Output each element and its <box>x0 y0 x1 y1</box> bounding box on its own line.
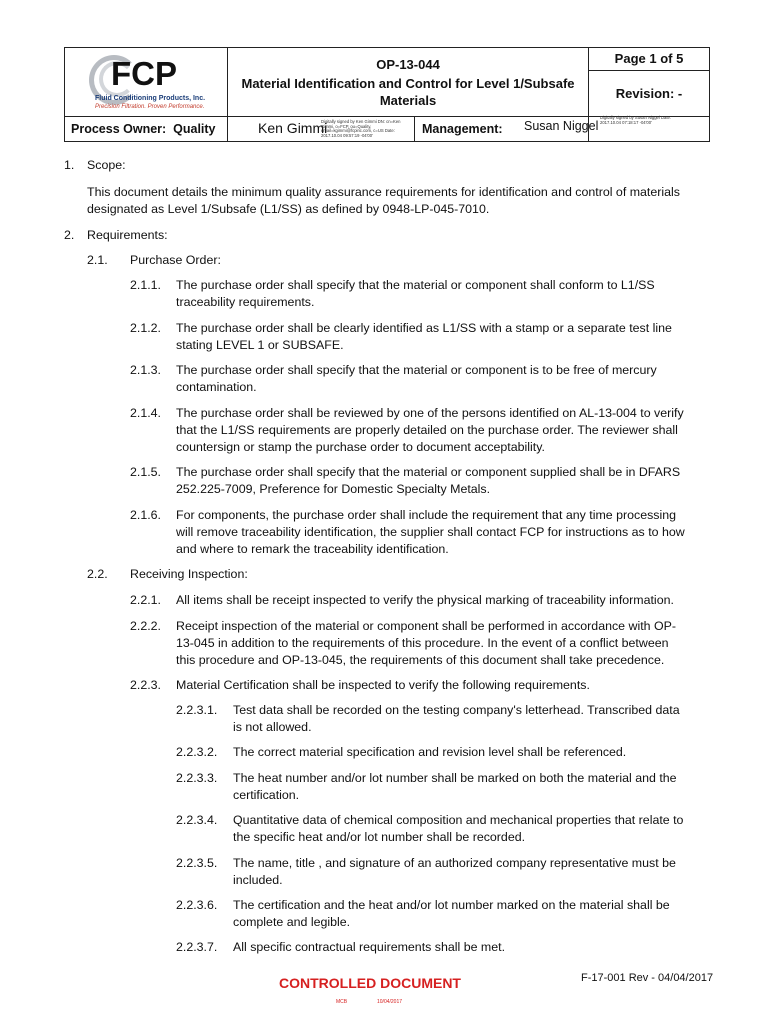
owner-signature-details: Digitally signed by Ken Gimmi DN: cn=Ken Gimmi, o=FCP, ou=Quality, email=kgimmi@fcpinc.com, c=US Date: 2017.10.04 09:57:19 -04'00' <box>321 119 401 138</box>
management-signature-details: Digitally signed by Susan Niggel Date: 2017.10.04 07:18:17 -04'00' <box>600 115 671 125</box>
item-number: 2.1.4. <box>130 406 162 420</box>
item-number: 2.1.2. <box>130 321 162 335</box>
company-logo <box>81 51 211 113</box>
item-line: The purchase order shall be clearly identified as L1/SS with a stamp or a separate test line <box>176 321 672 335</box>
item-line: will remove traceability identification, the supplier shall contact FCP for instructions as to how <box>176 525 685 539</box>
stamp-initials: MCB <box>336 999 348 1005</box>
item-number: 2.2.1. <box>130 593 162 607</box>
section-heading: Receiving Inspection: <box>130 567 248 581</box>
item-line: this procedure and OP-13-045, the requirements of this document shall take precedence. <box>176 653 665 667</box>
section-heading: Requirements: <box>87 228 168 242</box>
owner-signature: Ken Gimmi <box>258 120 328 136</box>
item-number: 2.1.3. <box>130 363 162 377</box>
section-number: 1. <box>64 158 75 172</box>
subitem-line: The name, title , and signature of an authorized company representative must be <box>233 856 676 870</box>
item-number: 2.2.3. <box>130 678 162 692</box>
subitem-line: Quantitative data of chemical composition and mechanical properties that relate to <box>233 813 684 827</box>
section-number: 2. <box>64 228 75 242</box>
subitem-line: the specific heat and/or lot number shall be recorded. <box>233 830 526 844</box>
management-signature: Susan Niggel <box>524 119 599 133</box>
management-label: Management: <box>422 122 503 136</box>
subitem-line: complete and legible. <box>233 915 351 929</box>
subitem-number: 2.2.3.2. <box>176 745 218 759</box>
subitem-line: Test data shall be recorded on the testing company's letterhead. Transcribed data <box>233 703 680 717</box>
document-header <box>64 47 710 142</box>
subitem-line: All specific contractual requirements shall be met. <box>233 940 506 954</box>
logo-cell <box>65 48 228 117</box>
subitem-line: included. <box>233 873 283 887</box>
item-line: The purchase order shall specify that the material or component is to be free of mercury <box>176 363 657 377</box>
item-line: The purchase order shall specify that the material or component supplied shall be in DFARS <box>176 465 681 479</box>
item-line: Material Certification shall be inspected to verify the following requirements. <box>176 678 590 692</box>
item-line: The purchase order shall be reviewed by one of the persons identified on AL-13-004 to verify <box>176 406 684 420</box>
item-line: For components, the purchase order shall include the requirement that any time processing <box>176 508 677 522</box>
section-heading: Scope: <box>87 158 126 172</box>
item-line: All items shall be receipt inspected to verify the physical marking of traceability information. <box>176 593 674 607</box>
item-line: and where to remark the traceability identification. <box>176 542 449 556</box>
title-cell <box>228 48 589 117</box>
subitem-line: certification. <box>233 788 300 802</box>
subitem-line: The correct material specification and revision level shall be referenced. <box>233 745 627 759</box>
logo-brand: FCP <box>111 55 177 92</box>
doc-number: OP-13-044 <box>376 56 440 72</box>
section-heading: Purchase Order: <box>130 253 221 267</box>
item-line: Receipt inspection of the material or component shall be performed in accordance with OP- <box>176 619 677 633</box>
subitem-line: The certification and the heat and/or lot number marked on the material shall be <box>233 898 670 912</box>
subitem-number: 2.2.3.4. <box>176 813 218 827</box>
subitem-number: 2.2.3.6. <box>176 898 218 912</box>
stamp-date: 10/04/2017 <box>377 999 403 1005</box>
item-line: 252.225-7009, Preference for Domestic Specialty Metals. <box>176 482 491 496</box>
subitem-line: is not allowed. <box>233 720 312 734</box>
page-revision-cell <box>589 48 710 117</box>
section-number: 2.2. <box>87 567 108 581</box>
logo-tagline: Precision Filtration. Proven Performance. <box>95 104 205 110</box>
section-number: 2.1. <box>87 253 108 267</box>
process-owner <box>65 117 228 142</box>
item-number: 2.1.5. <box>130 465 162 479</box>
item-number: 2.2.2. <box>130 619 162 633</box>
subitem-line: The heat number and/or lot number shall be marked on both the material and the <box>233 771 677 785</box>
revision: Revision: - <box>615 86 683 101</box>
item-number: 2.1.1. <box>130 278 162 292</box>
controlled-document-stamp: CONTROLLED DOCUMENT <box>279 975 461 991</box>
item-line: contamination. <box>176 380 257 394</box>
item-line: The purchase order shall specify that the material or component shall conform to L1/SS <box>176 278 655 292</box>
item-number: 2.1.6. <box>130 508 162 522</box>
process-owner-value: Quality <box>173 122 216 136</box>
doc-title: Material Identification and Control for Level 1/Subsafe Materials <box>241 75 575 108</box>
logo-company: Fluid Conditioning Products, Inc. <box>95 95 206 102</box>
item-line: stating LEVEL 1 or SUBSAFE. <box>176 338 344 352</box>
process-owner-label: Process Owner: <box>71 122 167 136</box>
subitem-number: 2.2.3.7. <box>176 940 218 954</box>
paragraph-line: designated as Level 1/Subsafe (L1/SS) as defined by 0948-LP-045-7010. <box>87 202 490 216</box>
owner-signature-block <box>228 117 415 141</box>
form-revision: F-17-001 Rev - 04/04/2017 <box>581 972 714 984</box>
paragraph-line: This document details the minimum quality assurance requirements for identification and control of materials <box>87 185 680 199</box>
subitem-number: 2.2.3.3. <box>176 771 218 785</box>
item-line: countersign or stamp the purchase order to document acceptability. <box>176 440 545 454</box>
subitem-number: 2.2.3.5. <box>176 856 218 870</box>
item-line: 13-045 in addition to the requirements of this procedure. In the event of a conflict between <box>176 636 669 650</box>
item-line: traceability requirements. <box>176 295 315 309</box>
item-line: that the L1/SS requirements are properly detailed on the purchase order. The reviewer shall <box>176 423 678 437</box>
page-number: Page 1 of 5 <box>589 48 709 71</box>
subitem-number: 2.2.3.1. <box>176 703 218 717</box>
